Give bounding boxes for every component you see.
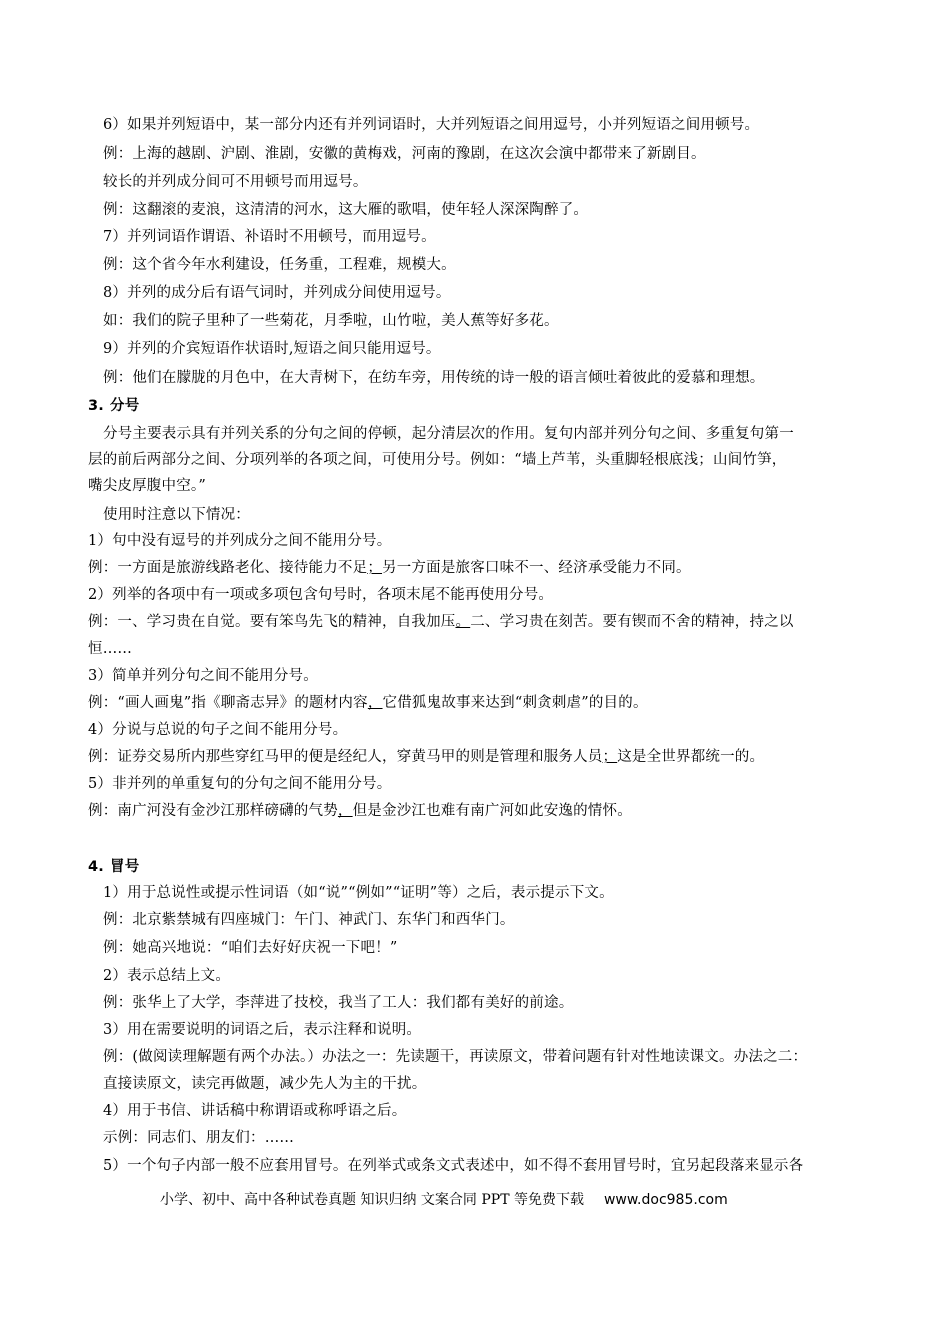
text-line: 1）句中没有逗号的并列成分之间不能用分号。 [88,533,392,549]
text-line: 例：一、学习贵在自觉。要有笨鸟先飞的精神，自我加压。二、学习贵在刻苦。要有锲而不舍的精神，持之以 [88,614,794,630]
text-line: 7）并列词语作谓语、补语时不用顿号，而用逗号。 [103,229,436,245]
text-line: 3）用在需要说明的词语之后，表示注释和说明。 [103,1022,422,1038]
text-line: 例：他们在朦胧的月色中，在大青树下，在纺车旁，用传统的诗一般的语言倾吐着彼此的爱慕和理想。 [103,370,765,386]
footer-text: 小学、初中、高中各种试卷真题 知识归纳 文案合同 PPT 等免费下载 [160,1192,584,1208]
text-line: 示例：同志们、朋友们：…… [103,1130,295,1146]
text-line: 4）用于书信、讲话稿中称谓语或称呼语之后。 [103,1103,407,1119]
text-line: 例：上海的越剧、沪剧、淮剧，安徽的黄梅戏，河南的豫剧，在这次会演中都带来了新剧目。 [103,146,706,162]
text-line: 嘴尖皮厚腹中空。” [88,478,206,494]
text-line: 较长的并列成分间可不用顿号而用逗号。 [103,174,368,190]
text-line: 如：我们的院子里种了一些菊花，月季啦，山竹啦，美人蕉等好多花。 [103,313,559,329]
page-footer [160,1189,728,1211]
text-line: 4）分说与总说的句子之间不能用分号。 [88,722,348,738]
text-line: 直接读原文，读完再做题，减少先人为主的干扰。 [103,1076,427,1092]
text-line: 例：这翻滚的麦浪，这清清的河水，这大雁的歌唱，使年轻人深深陶醉了。 [103,202,589,218]
text-line: 例：这个省今年水利建设，任务重，工程难，规模大。 [103,257,456,273]
text-line: 例：南广河没有金沙江那样磅礴的气势，但是金沙江也难有南广河如此安逸的情怀。 [88,803,632,819]
section-heading: 3. 分号 [88,398,140,414]
text-line: 5）非并列的单重复句的分句之间不能用分号。 [88,776,392,792]
text-line: 5）一个句子内部一般不应套用冒号。在列举式或条文式表述中，如不得不套用冒号时，宜另起段落来显示各 [103,1158,804,1174]
text-line: 分号主要表示具有并列关系的分句之间的停顿，起分清层次的作用。复句内部并列分句之间、多重复句第一 [103,426,794,442]
text-line: 例：证券交易所内那些穿红马甲的便是经纪人，穿黄马甲的则是管理和服务人员；这是全世界都统一的。 [88,749,765,765]
text-line: 使用时注意以下情况： [103,507,250,523]
text-line: 例：一方面是旅游线路老化、接待能力不足；另一方面是旅客口味不一、经济承受能力不同。 [88,560,691,576]
text-line: 例：(做阅读理解题有两个办法。）办法之一：先读题干，再读原文，带着问题有针对性地读课文。办法之二： [103,1049,808,1065]
text-line: 例：“画人画鬼”指《聊斋志异》的题材内容，它借狐鬼故事来达到“刺贪刺虐”的目的。 [88,695,648,711]
section-heading: 4. 冒号 [88,859,140,875]
text-line: 8）并列的成分后有语气词时，并列成分间使用逗号。 [103,285,451,301]
text-line: 2）表示总结上文。 [103,968,231,984]
text-line: 1）用于总说性或提示性词语（如“说”“例如”“证明”等）之后，表示提示下文。 [103,885,614,901]
text-line: 6）如果并列短语中，某一部分内还有并列词语时，大并列短语之间用逗号，小并列短语之间用顿号。 [103,117,760,133]
text-line: 2）列举的各项中有一项或多项包含句号时，各项末尾不能再使用分号。 [88,587,554,603]
text-line: 恒…… [88,641,133,657]
text-line: 例：北京紫禁城有四座城门：午门、神武门、东华门和西华门。 [103,912,515,928]
text-line: 9）并列的介宾短语作状语时,短语之间只能用逗号。 [103,341,441,357]
text-line: 3）简单并列分句之间不能用分号。 [88,668,318,684]
text-line: 例：张华上了大学，李萍进了技校，我当了工人：我们都有美好的前途。 [103,995,574,1011]
text-line: 层的前后两部分之间、分项列举的各项之间，可使用分号。例如：“墙上芦苇，头重脚轻根底浅；山间竹笋， [88,452,787,468]
footer-url: www.doc985.com [603,1192,728,1208]
text-line: 例：她高兴地说：“咱们去好好庆祝一下吧！” [103,940,398,956]
